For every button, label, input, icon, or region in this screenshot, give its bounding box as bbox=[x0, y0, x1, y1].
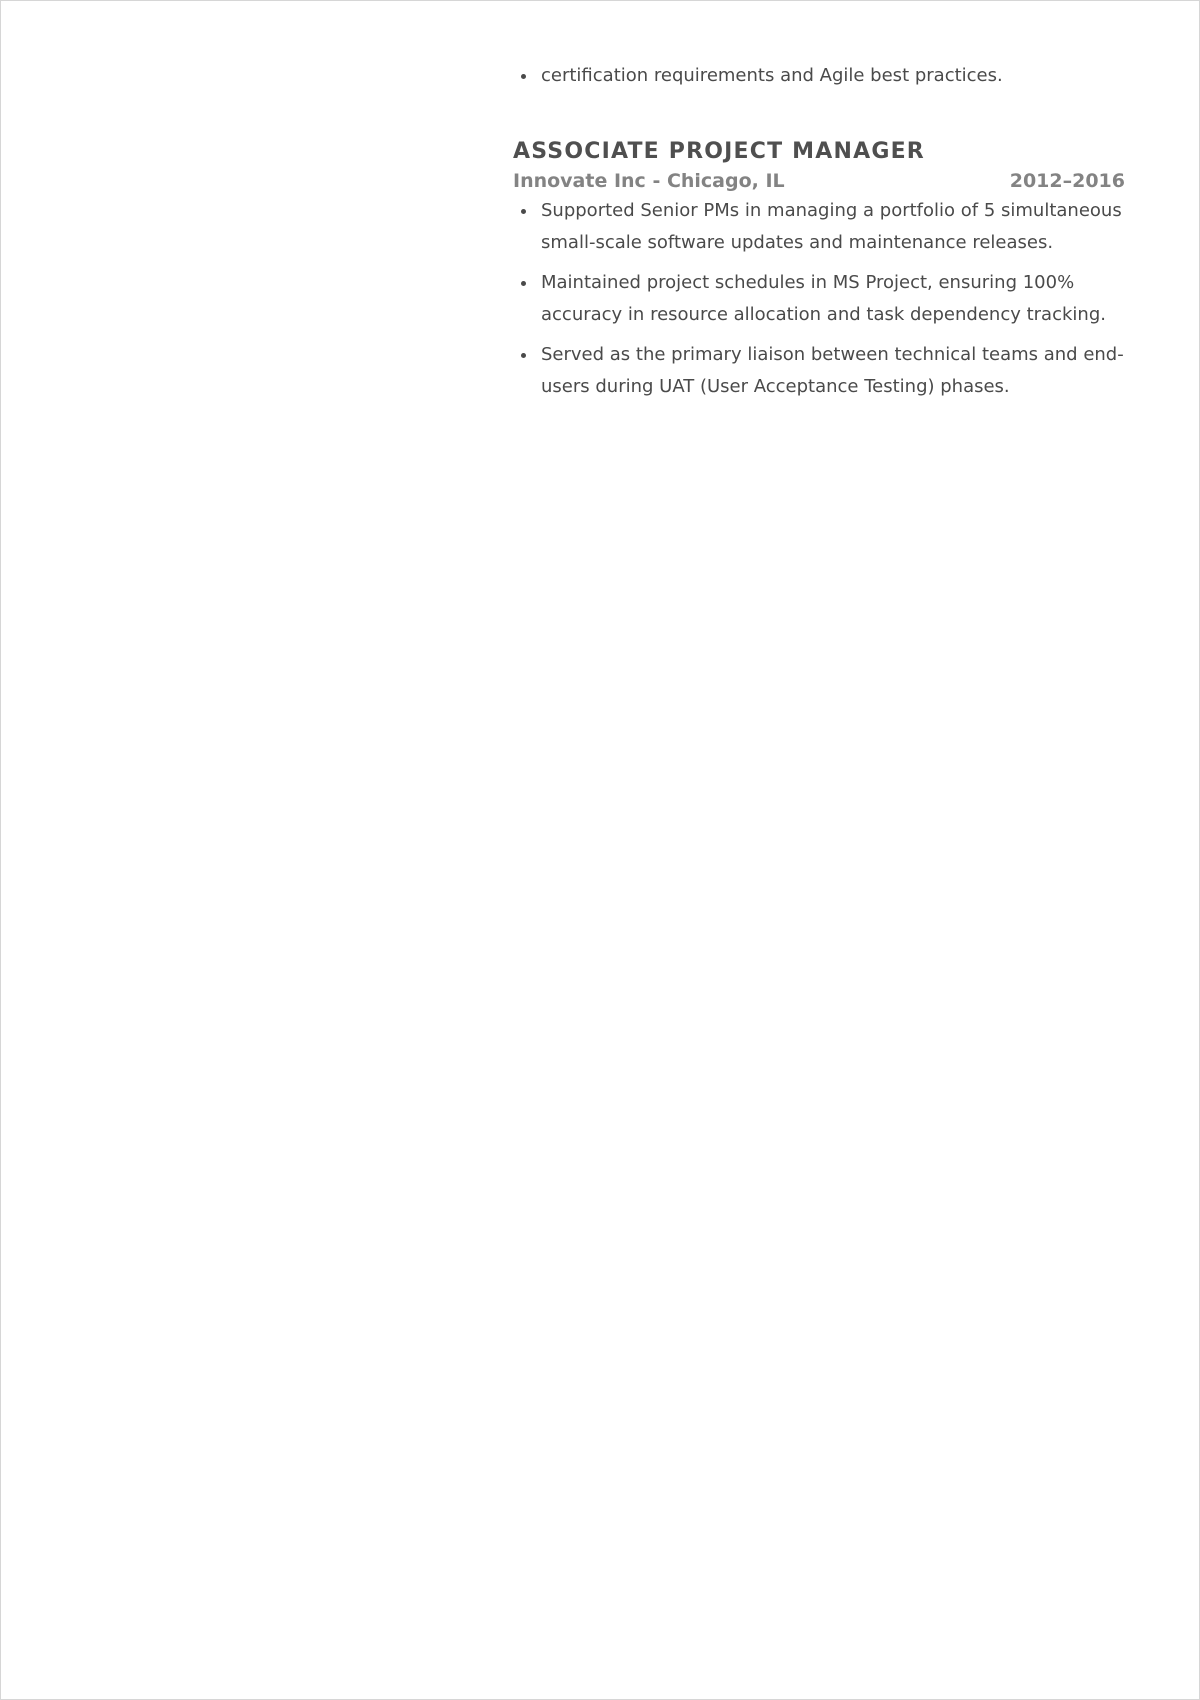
job-meta bbox=[513, 167, 1125, 195]
bullet-text: certification requirements and Agile best practices. bbox=[541, 65, 1003, 86]
continued-bullet-list bbox=[513, 60, 1125, 92]
company-location: Innovate Inc - Chicago, IL bbox=[513, 170, 785, 192]
bullet-dot-icon bbox=[521, 74, 526, 79]
experience-entry bbox=[513, 137, 1125, 411]
bullet-item bbox=[513, 195, 1125, 259]
bullet-dot-icon bbox=[521, 209, 526, 214]
bullet-dot-icon bbox=[521, 353, 526, 358]
bullet-text: Served as the primary liaison between technical teams and end-users during UAT (User Acceptance Testing) phases. bbox=[541, 344, 1124, 397]
bullet-item bbox=[513, 60, 1125, 92]
bullet-dot-icon bbox=[521, 281, 526, 286]
job-title: ASSOCIATE PROJECT MANAGER bbox=[513, 139, 925, 164]
bullet-item bbox=[513, 339, 1125, 403]
continued-bullets bbox=[513, 60, 1125, 92]
bullet-text: Maintained project schedules in MS Project, ensuring 100% accuracy in resource allocation and task dependency tracking. bbox=[541, 272, 1106, 325]
bullet-item bbox=[513, 267, 1125, 331]
job-dates: 2012–2016 bbox=[1009, 170, 1125, 192]
bullet-text: Supported Senior PMs in managing a portfolio of 5 simultaneous small-scale software updates and maintenance releases. bbox=[541, 200, 1122, 253]
job-bullet-list bbox=[513, 195, 1125, 403]
